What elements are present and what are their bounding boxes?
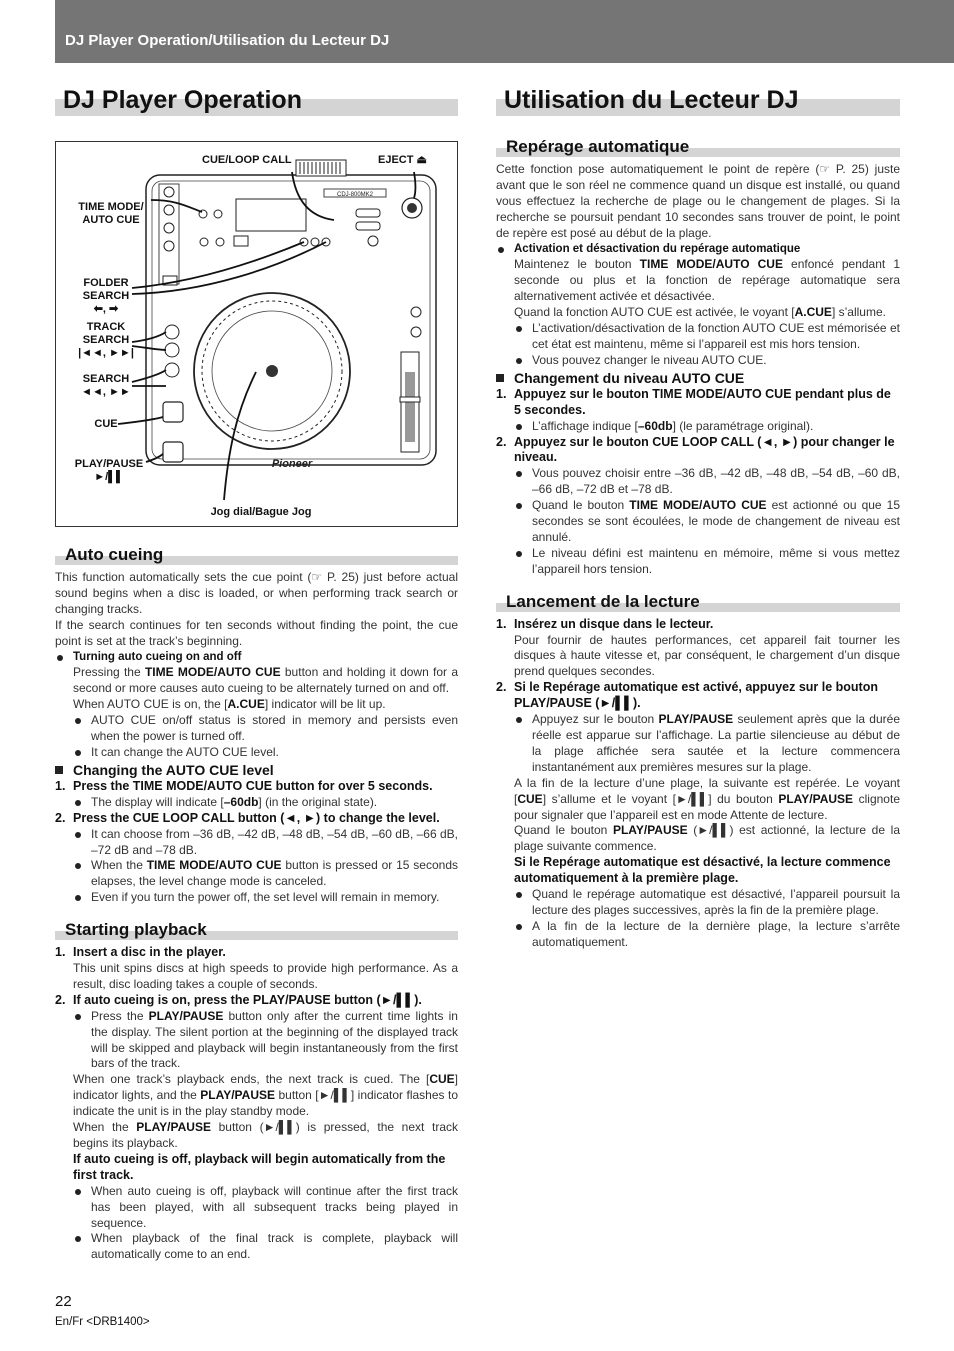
step-2: 2. Press the CUE LOOP CALL button (◄, ►) to change the level. bbox=[55, 810, 440, 825]
page-title-fr: Utilisation du Lecteur DJ bbox=[496, 82, 900, 118]
bullet-item: The display will indicate [–60db] (in the original state). bbox=[55, 795, 458, 811]
header-title: DJ Player Operation/Utilisation du Lecteur DJ bbox=[65, 32, 390, 49]
label-folder-search: FOLDER SEARCH ⬅, ➡ bbox=[82, 277, 130, 315]
step-2: 2. If auto cueing is on, press the PLAY/PAUSE button (►/▌▌). bbox=[55, 992, 422, 1007]
model-label: CDJ-800MK2 bbox=[336, 192, 374, 198]
document-code: En/Fr <DRB1400> bbox=[55, 1316, 150, 1328]
step-1: 1. Insérez un disque dans le lecteur. bbox=[496, 616, 714, 631]
paragraph: Quand le bouton PLAY/PAUSE (►/▌▌) est actionné, la lecture de la plage suivante commence. bbox=[514, 823, 900, 854]
step-1: 1. Press the TIME MODE/AUTO CUE button for over 5 seconds. bbox=[55, 778, 433, 793]
page-number: 22 bbox=[55, 1293, 72, 1310]
bullet-item: L’activation/désactivation de la fonction AUTO CUE est mémorisée et cet état est maintenu, même si l’appareil est mis hors tension. bbox=[496, 321, 900, 353]
step-1: 1. Insert a disc in the player. bbox=[55, 945, 226, 960]
bullet-item: It can change the AUTO CUE level. bbox=[55, 745, 458, 761]
step-2: 2. Appuyez sur le bouton CUE LOOP CALL (◄, ►) pour changer le niveau. bbox=[496, 434, 895, 465]
paragraph: Cette fonction pose automatiquement le point de repère (☞ P. 25) juste avant que le son réel ne commence quand un disque est installé, ou quand vous effectuez la recherche de plage ou le changement de plages. Si la recherche se poursuit pendant 10 secondes sans trouver de point, le point de repère est posé au début de la plage. bbox=[496, 162, 900, 240]
bullet-heading: Activation et désactivation du repérage automatique bbox=[496, 242, 900, 258]
bullet-item: Le niveau défini est maintenu en mémoire, même si vous mettez l’appareil hors tension. bbox=[496, 546, 900, 578]
subheading-level: Changement du niveau AUTO CUE bbox=[496, 369, 900, 387]
section-reperage: Repérage automatique bbox=[496, 137, 900, 157]
bullet-item: It can choose from –36 dB, –42 dB, –48 dB, –54 dB, –60 dB, –66 dB, –72 dB and –78 dB. bbox=[55, 827, 458, 859]
paragraph: Pressing the TIME MODE/AUTO CUE button and holding it down for a second or more causes auto cueing to be alternately turned on and off. bbox=[73, 665, 459, 696]
bold-paragraph: Si le Repérage automatique est désactivé, la lecture commence automatiquement à la première plage. bbox=[514, 855, 891, 886]
bullet-item: Vous pouvez changer le niveau AUTO CUE. bbox=[496, 353, 900, 369]
paragraph: When AUTO CUE is on, the [A.CUE] indicator will be lit up. bbox=[73, 697, 386, 712]
bullet-item: Quand le bouton TIME MODE/AUTO CUE est actionné ou que 15 secondes se sont écoulées, le mode de changement de niveau est annulé. bbox=[496, 498, 900, 546]
page-title-en: DJ Player Operation bbox=[55, 82, 458, 118]
bullet-item: Vous pouvez choisir entre –36 dB, –42 dB, –48 dB, –54 dB, –60 dB, –66 dB, –72 dB et –78 dB. bbox=[496, 466, 900, 498]
bullet-item: Quand le repérage automatique est désactivé, l’appareil poursuit la lecture des plages successives, après la fin de la première plage. bbox=[496, 887, 900, 919]
paragraph: If the search continues for ten seconds without finding the point, the cue point is set at the track’s beginning. bbox=[55, 617, 458, 648]
bullet-item: Even if you turn the power off, the set level will remain in memory. bbox=[55, 890, 458, 906]
section-auto-cueing: Auto cueing bbox=[55, 545, 458, 565]
player-figure bbox=[55, 141, 458, 527]
paragraph: This function automatically sets the cue point (☞ P. 25) just before actual sound begins when a disc is loaded, or when performing track search or changing tracks. bbox=[55, 570, 458, 616]
bullet-item: AUTO CUE on/off status is stored in memory and persists even when the power is turned off. bbox=[55, 713, 458, 745]
label-track-search: TRACK SEARCH |◄◄, ►►| bbox=[78, 321, 134, 359]
paragraph: This unit spins discs at high speeds to provide high performance. As a result, disc loading takes a couple of seconds. bbox=[73, 961, 458, 991]
step-1: 1. Appuyez sur le bouton TIME MODE/AUTO CUE pendant plus de 5 secondes. bbox=[496, 386, 891, 417]
step-2: 2. Si le Repérage automatique est activé, appuyez sur le bouton PLAY/PAUSE (►/▌▌). bbox=[496, 680, 878, 711]
label-eject: EJECT ⏏ bbox=[378, 154, 427, 166]
paragraph: Maintenez le bouton TIME MODE/AUTO CUE enfoncé pendant 1 seconde ou plus et la fonction de repérage automatique sera alternativement activée et désactivée. bbox=[514, 257, 900, 304]
bullet-item: A la fin de la lecture de la dernière plage, la lecture s’arrête automatiquement. bbox=[496, 919, 900, 951]
brand-logo: Pioneer bbox=[271, 458, 313, 470]
paragraph: When the PLAY/PAUSE button (►/▌▌) is pressed, the next track begins its playback. bbox=[73, 1120, 458, 1150]
bullet-item: L’affichage indique [–60db] (le paramétrage original). bbox=[496, 419, 900, 435]
left-column bbox=[55, 545, 458, 1263]
paragraph: A la fin de la lecture d’une plage, la suivante est repérée. Le voyant [CUE] s’allume et le voyant [►/▌▌] du bouton PLAY/PAUSE clignote pour signaler que l’appareil est en mode Attente de lecture. bbox=[514, 775, 900, 822]
label-play-pause: PLAY/PAUSE ►/▌▌ bbox=[74, 458, 144, 483]
bullet-item: Press the PLAY/PAUSE button only after the current time lights in the display. The silent portion at the beginning of the displayed track will be skipped and playback will begin instantaneously from the first bars of the track. bbox=[55, 1009, 458, 1073]
paragraph: Quand la fonction AUTO CUE est activée, le voyant [A.CUE] s’allume. bbox=[514, 305, 886, 320]
bold-paragraph: If auto cueing is off, playback will begin automatically from the first track. bbox=[73, 1151, 446, 1182]
bullet-item: When playback of the final track is complete, playback will automatically come to an end. bbox=[55, 1231, 458, 1263]
label-cue-loop-call: CUE/LOOP CALL bbox=[202, 154, 292, 166]
bullet-item: Appuyez sur le bouton PLAY/PAUSE seulement après que la durée réelle est apparue sur l’affichage. La partie silencieuse au début de la plage affichée sera sautée et la lecture commencera instantanément aux premières mesures sur la plage. bbox=[496, 712, 900, 776]
bullet-heading: Turning auto cueing on and off bbox=[55, 650, 458, 666]
label-time-mode: TIME MODE/ AUTO CUE bbox=[78, 201, 144, 226]
bullet-item: When the TIME MODE/AUTO CUE button is pressed or 15 seconds elapses, the level change mode is canceled. bbox=[55, 858, 458, 890]
label-jog-dial: Jog dial/Bague Jog bbox=[210, 506, 312, 518]
right-column bbox=[496, 137, 900, 951]
label-search: SEARCH ◄◄, ►► bbox=[81, 373, 131, 398]
label-cue: CUE bbox=[94, 418, 118, 430]
header-bar bbox=[55, 0, 954, 63]
section-starting-playback: Starting playback bbox=[55, 920, 458, 940]
subheading-level: Changing the AUTO CUE level bbox=[55, 761, 458, 779]
paragraph: Pour fournir de hautes performances, cet appareil fait tourner les disques à haute vitesse et, par conséquent, le chargement d’un disque prend quelques secondes. bbox=[514, 632, 900, 679]
section-lancement: Lancement de la lecture bbox=[496, 592, 900, 612]
bullet-item: When auto cueing is off, playback will continue after the first track has been played, with all subsequent tracks being played in sequence. bbox=[55, 1184, 458, 1232]
paragraph: When one track’s playback ends, the next track is cued. The [CUE] indicator lights, and the PLAY/PAUSE button [►/▌▌] indicator flashes to indicate the unit is in the play standby mode. bbox=[73, 1072, 458, 1119]
